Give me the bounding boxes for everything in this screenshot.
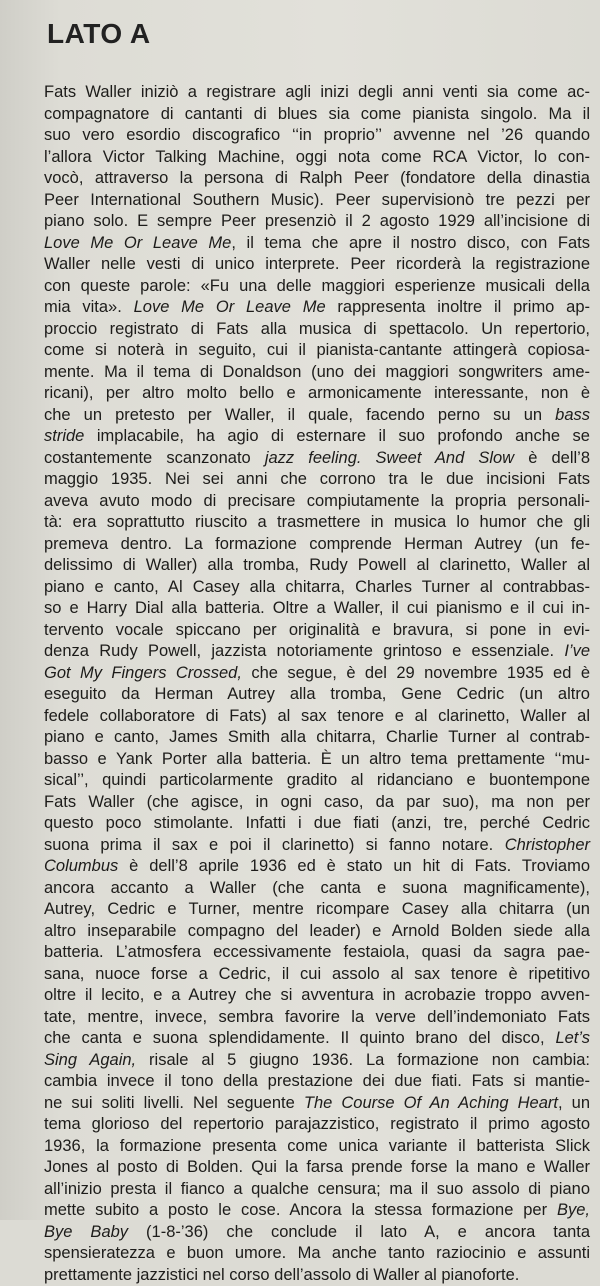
page-title: LATO A <box>47 18 151 50</box>
italic-title-text: I’ve <box>564 642 590 660</box>
text-segment: proccio registrato di Fats alla musica di spettacolo. Un repertorio, <box>44 320 590 338</box>
text-segment: implacabile, ha agio di esternare il suo profondo anche se <box>84 427 590 445</box>
italic-title-text: bass <box>555 406 590 424</box>
italic-title-text: Christopher <box>505 836 590 854</box>
text-segment: mette subito a posto le cose. Ancora la stessa formazione per <box>44 1201 557 1219</box>
text-segment: sical’’, quindi particolarmente gradito al ridanciano e buontempone <box>44 771 590 789</box>
text-segment: eseguito da Herman Autrey alla tromba, Gene Cedric (un altro <box>44 685 590 703</box>
text-line <box>44 727 590 749</box>
text-line <box>44 426 590 448</box>
text-line <box>44 878 590 900</box>
text-line <box>44 1243 590 1265</box>
text-line <box>44 276 590 298</box>
text-line <box>44 856 590 878</box>
italic-title-text: jazz feeling. Sweet And Slow <box>265 449 514 467</box>
text-segment: mente. Ma il tema di Donaldson (uno dei maggiori songwriters ame- <box>44 363 590 381</box>
text-line <box>44 340 590 362</box>
text-segment: (1-8-’36) che conclude il lato A, e ancora tanta <box>128 1223 590 1241</box>
text-line <box>44 1136 590 1158</box>
text-line <box>44 555 590 577</box>
text-line <box>44 921 590 943</box>
text-line <box>44 749 590 771</box>
text-segment: compagnatore di cantanti di blues sia come pianista singolo. Ma il <box>44 105 590 123</box>
text-line <box>44 104 590 126</box>
italic-title-text: Love Me Or Leave Me <box>134 298 326 316</box>
text-segment: piano solo. E sempre Peer presenziò il 2 agosto 1929 all’incisione di <box>44 212 590 230</box>
italic-title-text: Love Me Or Leave Me <box>44 234 231 252</box>
text-segment: maggio 1935. Nei sei anni che corrono tra le due incisioni Fats <box>44 470 590 488</box>
text-segment: altro inseparabile compagno del leader) e Arnold Bolden siede alla <box>44 922 590 940</box>
text-segment: oltre il lecito, e a Autrey che si avventura in acrobazie troppo avven- <box>44 986 590 1004</box>
text-line <box>44 620 590 642</box>
text-segment: costantemente scanzonato <box>44 449 265 467</box>
text-line <box>44 792 590 814</box>
text-line <box>44 405 590 427</box>
text-line <box>44 1007 590 1029</box>
text-segment: , il tema che apre il nostro disco, con Fats <box>231 234 590 252</box>
text-segment: vocò, attraverso la persona di Ralph Peer (fondatore della dinastia <box>44 169 590 187</box>
text-line <box>44 469 590 491</box>
text-line <box>44 168 590 190</box>
text-line <box>44 641 590 663</box>
text-segment: che un pretesto per Waller, il quale, facendo perno su un <box>44 406 555 424</box>
text-segment: fedele collaboratore di Fats) al sax tenore e al clarinetto, Waller al <box>44 707 590 725</box>
text-segment: piano e canto, Al Casey alla chitarra, Charles Turner al contrabbas- <box>44 578 590 596</box>
text-line <box>44 813 590 835</box>
text-line <box>44 319 590 341</box>
italic-title-text: Sing Again, <box>44 1051 136 1069</box>
text-line <box>44 82 590 104</box>
text-line <box>44 190 590 212</box>
text-segment: batteria. L’atmosfera eccessivamente festaiola, quasi da sagra pae- <box>44 943 590 961</box>
text-segment: prettamente jazzistici nel corso dell’assolo di Waller al pianoforte. <box>44 1266 519 1284</box>
text-line <box>44 770 590 792</box>
text-segment: suo vero esordio discografico ‘‘in proprio’’ avvenne nel ’26 quando <box>44 126 590 144</box>
text-segment: tate, mentre, invece, sembra favorire la verve dell’indemoniato Fats <box>44 1008 590 1026</box>
text-line <box>44 1157 590 1179</box>
text-line <box>44 1050 590 1072</box>
text-segment: è dell’8 <box>514 449 590 467</box>
text-segment: Autrey, Cedric e Turner, mentre ricompare Casey alla chitarra (un <box>44 900 590 918</box>
italic-title-text: Bye Baby <box>44 1223 128 1241</box>
text-segment: denza Rudy Powell, jazzista notoriamente grintoso e essenziale. <box>44 642 564 660</box>
text-segment: rappresenta inoltre il primo ap- <box>326 298 590 316</box>
text-segment: con queste parole: «Fu una delle maggiori esperienze musicali della <box>44 277 590 295</box>
text-segment: premeva dentro. La formazione comprende Herman Autrey (un fe- <box>44 535 590 553</box>
text-line <box>44 211 590 233</box>
text-line <box>44 684 590 706</box>
text-segment: Fats Waller iniziò a registrare agli inizi degli anni venti sia come ac- <box>44 83 590 101</box>
text-segment: so e Harry Dial alla batteria. Oltre a Waller, il cui pianismo e il cui in- <box>44 599 590 617</box>
text-segment: ancora accanto a Waller (che canta e suona magnificamente), <box>44 879 590 897</box>
text-segment: piano e canto, James Smith alla chitarra, Charlie Turner al contrab- <box>44 728 590 746</box>
italic-title-text: Bye, <box>557 1201 590 1219</box>
text-segment: tervento vocale spiccano per originalità e bravura, si pone in evi- <box>44 621 590 639</box>
text-line <box>44 1265 590 1286</box>
italic-title-text: The Course Of An Aching Heart <box>304 1094 558 1112</box>
italic-title-text: Columbus <box>44 857 118 875</box>
text-segment: ne sui soliti livelli. Nel seguente <box>44 1094 304 1112</box>
text-segment: che canta e suona splendidamente. Il quinto brano del disco, <box>44 1029 555 1047</box>
text-line <box>44 964 590 986</box>
text-segment: come si noterà in seguito, cui il pianista-cantante attingerà copiosa- <box>44 341 590 359</box>
text-segment: mia vita». <box>44 298 134 316</box>
text-line <box>44 534 590 556</box>
text-segment: è dell’8 aprile 1936 ed è stato un hit di Fats. Troviamo <box>118 857 590 875</box>
text-segment: Peer International Southern Music). Peer supervisionò tre pezzi per <box>44 191 590 209</box>
text-line <box>44 448 590 470</box>
text-line <box>44 942 590 964</box>
text-line <box>44 598 590 620</box>
text-line <box>44 383 590 405</box>
text-line <box>44 1200 590 1222</box>
text-line <box>44 1071 590 1093</box>
text-segment: Waller nelle vesti di unico interprete. Peer ricorderà la registrazione <box>44 255 590 273</box>
text-line <box>44 835 590 857</box>
text-line <box>44 663 590 685</box>
text-line <box>44 233 590 255</box>
text-line <box>44 254 590 276</box>
article-body <box>44 82 590 1286</box>
italic-title-text: Got My Fingers Crossed, <box>44 664 242 682</box>
text-segment: ricani), per altro molto bello e armonicamente interessante, non è <box>44 384 590 402</box>
text-line <box>44 577 590 599</box>
text-line <box>44 362 590 384</box>
text-line <box>44 1093 590 1115</box>
text-segment: tema glorioso del repertorio parajazzistico, registrato il primo agosto <box>44 1115 590 1133</box>
text-segment: all’inizio presta il fianco a qualche censura; ma il suo assolo di piano <box>44 1180 590 1198</box>
text-line <box>44 1114 590 1136</box>
text-segment: 1936, la formazione presenta come unica variante il batterista Slick <box>44 1137 590 1155</box>
text-segment: Fats Waller (che agisce, in ogni caso, da par suo), ma non per <box>44 793 590 811</box>
text-segment: risale al 5 giugno 1936. La formazione non cambia: <box>136 1051 590 1069</box>
text-line <box>44 512 590 534</box>
text-segment: cambia invece il tono della prestazione dei due fiati. Fats si mantie- <box>44 1072 590 1090</box>
italic-title-text: stride <box>44 427 84 445</box>
text-segment: Jones al posto di Bolden. Qui la farsa prende forse la mano e Waller <box>44 1158 590 1176</box>
text-segment: suona prima il sax e poi il clarinetto) si fanno notare. <box>44 836 505 854</box>
text-segment: sana, nuoce forse a Cedric, il cui assolo al sax tenore è ripetitivo <box>44 965 590 983</box>
text-segment: tà: era soprattutto riuscito a trasmettere in musica lo humor che gli <box>44 513 590 531</box>
text-line <box>44 706 590 728</box>
text-line <box>44 985 590 1007</box>
text-segment: che segue, è del 29 novembre 1935 ed è <box>242 664 590 682</box>
text-line <box>44 297 590 319</box>
text-line <box>44 147 590 169</box>
text-line <box>44 1222 590 1244</box>
text-segment: l’allora Victor Talking Machine, oggi nota come RCA Victor, lo con- <box>44 148 590 166</box>
text-segment: , un <box>558 1094 590 1112</box>
italic-title-text: Let’s <box>555 1029 590 1047</box>
text-line <box>44 899 590 921</box>
text-segment: aveva avuto modo di precisare compiutamente la propria personali- <box>44 492 590 510</box>
text-segment: questo poco stimolante. Infatti i due fiati (anzi, tre, perché Cedric <box>44 814 590 832</box>
text-line <box>44 1028 590 1050</box>
text-segment: basso e Yank Porter alla batteria. È un altro tema prettamente ‘‘mu- <box>44 750 590 768</box>
text-line <box>44 1179 590 1201</box>
text-segment: spensieratezza e buon umore. Ma anche tanto raziocinio e assunti <box>44 1244 590 1262</box>
text-line <box>44 125 590 147</box>
text-line <box>44 491 590 513</box>
text-segment: delissimo di Waller) alla tromba, Rudy Powell al clarinetto, Waller al <box>44 556 590 574</box>
